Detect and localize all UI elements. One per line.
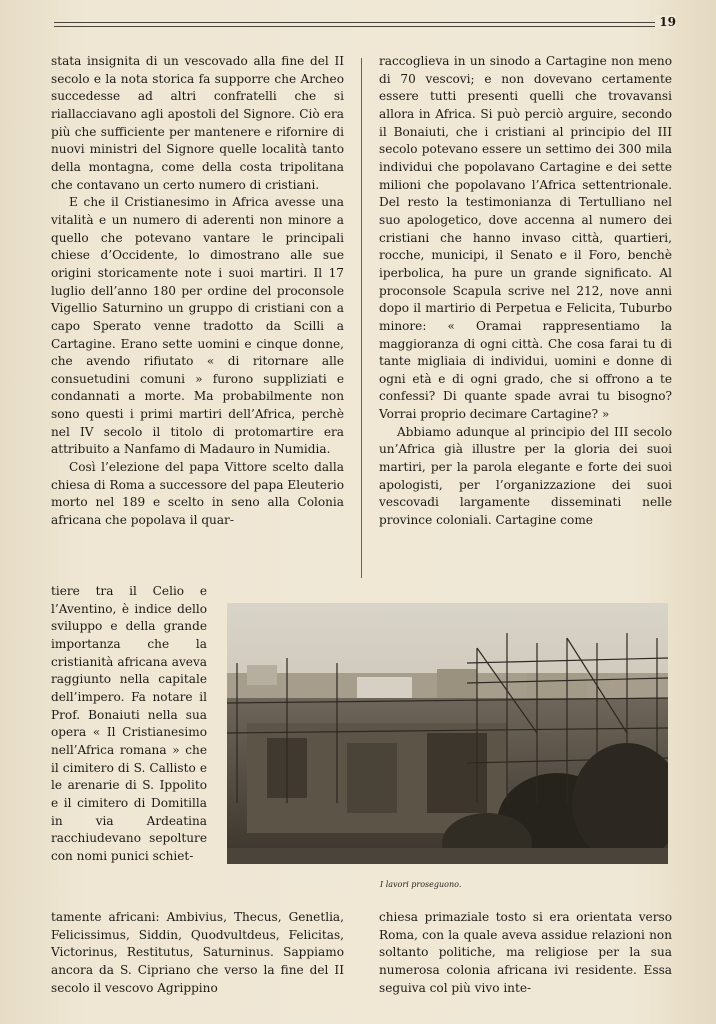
paragraph: stata insignita di un vescovado alla fine del II secolo e la nota storica fa supporre che Archeo succedesse ad altri confratelli che si riallacciavano agli apostoli del Signore. Ciò era più che sufficiente per mantenere e rifornire di nuovi ministri del Signore quelle località tanto della montagna, come della costa tripolitana che contavano un certo numero di cristiani. [51, 54, 344, 192]
paragraph: E che il Cristianesimo in Africa avesse una vitalità e un numero di aderenti non minore a quello che potevano vantare le principali chiese d’Occidente, lo dimostrano alle sue origini storicamente note i suoi martiri. Il 17 luglio dell’anno 180 per ordine del proconsole Vigellio Saturnino un gruppo di cristiani con a capo Sperato venne tradotto da Scilli a Cartagine. Erano sette uomini e cinque donne, che avendo rifiutato « di ritornare alle consuetudini comuni » furono suppliziati e condannati a morte. Ma probabilmente non sono questi i primi martiri dell’Africa, perchè nel IV secolo il titolo di protomartire era attribuito a Nanfamo di Madauro in Numidia. [51, 195, 344, 457]
left-column-wrap [51, 583, 207, 866]
right-column-top [379, 53, 672, 530]
paragraph: Così l’elezione del papa Vittore scelto dalla chiesa di Roma a successore del papa Eleuterio morto nel 189 e scelto in seno alla Colonia africana che popolava il quar- [51, 460, 344, 528]
left-column-bottom [51, 909, 344, 997]
construction-photo [227, 603, 668, 864]
paragraph: Abbiamo adunque al principio del III secolo un’Africa già illustre per la gloria dei suoi martiri, per la parola elegante e forte dei suoi apologisti, per l’organizzazione dei suoi vescovadi largamente disseminati nelle province coloniali. Cartagine come [379, 424, 672, 528]
right-column-bottom [379, 909, 672, 997]
header-rule-top [54, 22, 656, 23]
column-divider [361, 58, 362, 578]
left-column-top [51, 53, 344, 530]
photo-caption: I lavori proseguono. [380, 880, 462, 889]
paragraph: raccoglieva in un sinodo a Cartagine non meno di 70 vescovi; e non dovevano certamente essere tutti presenti quelli che trovavansi allora in Africa. Si può perciò arguire, secondo il Bonaiuti, che i cristiani al principio del III secolo potevano essere un settimo dei 300 mila individui che popolavano Cartagine e dei sette milioni che popolavano l’Africa settentrionale. Del resto la testimonianza di Tertulliano nel suo apologetico, dove accenna al numero dei cristiani che hanno invaso città, quartieri, rocche, municipi, il Senato e il Foro, benchè iperbolica, ha pure un grande significato. Al proconsole Scapula scrive nel 212, nove anni dopo il martirio di Perpetua e Felicita, Tuburbo minore: « Oramai rappresentiamo la maggioranza di ogni città. Che cosa farai tu di tante migliaia di individui, uomini e donne di ogni età e di ogni grado, che si offrono a te confessi? Di quante spade avrai tu bisogno? Vorrai proprio decimare Cartagine? » [379, 54, 672, 422]
paragraph: tiere tra il Celio e l’Aventino, è indice dello sviluppo e della grande importanza che la cristianità africana aveva raggiunto nella capitale dell’impero. Fa notare il Prof. Bonaiuti nella sua opera « Il Cristianesimo nell’Africa romana » che il cimitero di S. Callisto e le arenarie di S. Ippolito e il cimitero di Domitilla in via Ardeatina racchiudevano sepolture con nomi punici schiet- [51, 584, 207, 863]
page-number: 19 [655, 15, 676, 29]
construction-photo-image [227, 603, 668, 864]
paragraph: tamente africani: Ambivius, Thecus, Genetlia, Felicissimus, Siddin, Quodvultdeus, Felicitas, Victorinus, Restitutus, Saturninus. Sappiamo ancora da S. Cipriano che verso la fine del II secolo il vescovo Agrippino [51, 910, 344, 995]
paragraph: chiesa primaziale tosto si era orientata verso Roma, con la quale aveva assidue relazioni non soltanto politiche, ma religiose per la sua numerosa colonia africana ivi residente. Essa seguiva col più vivo inte- [379, 910, 672, 995]
header-rule-bottom [54, 26, 656, 27]
